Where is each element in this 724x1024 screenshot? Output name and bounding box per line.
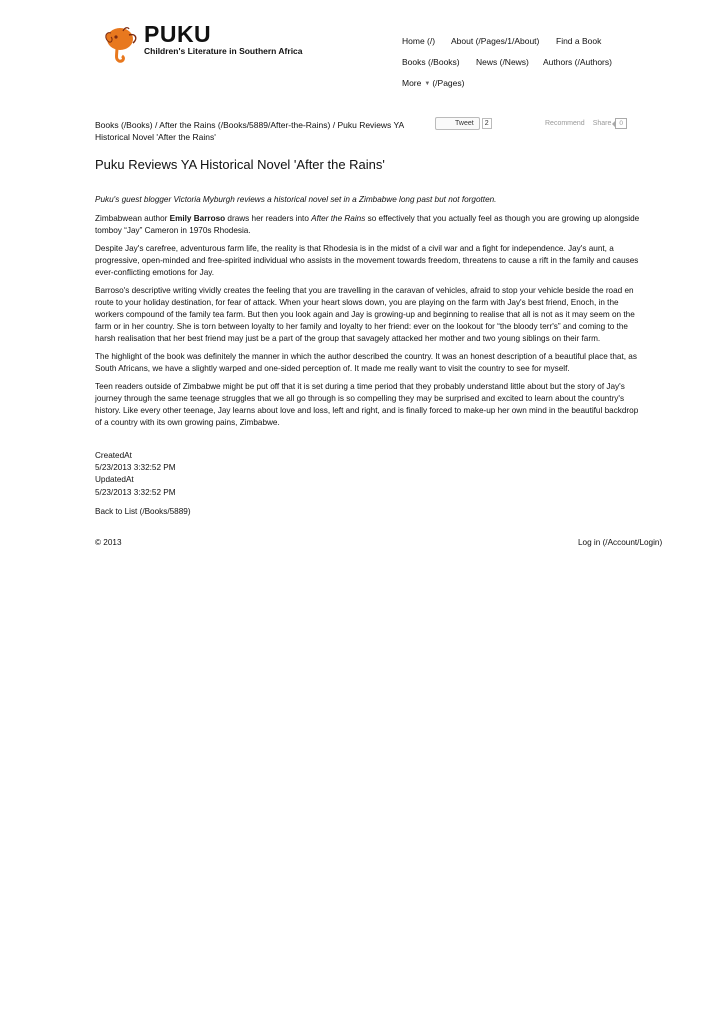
back-to-list-link[interactable]: Back to List (/Books/5889) <box>95 507 191 516</box>
site-title[interactable]: PUKU <box>144 21 212 47</box>
nav-about[interactable]: About (/Pages/1/About) <box>451 36 540 46</box>
updated-value: 5/23/2013 3:32:52 PM <box>95 487 176 497</box>
nav-more-label: More <box>402 78 422 88</box>
nav-more[interactable] <box>402 78 464 88</box>
created-value: 5/23/2013 3:32:52 PM <box>95 463 176 473</box>
created-label: CreatedAt <box>95 451 132 460</box>
nav-authors[interactable]: Authors (/Authors) <box>543 57 612 67</box>
nav-news[interactable]: News (/News) <box>476 57 529 67</box>
site-tagline: Children's Literature in Southern Africa <box>144 46 303 56</box>
copyright: © 2013 <box>95 538 122 547</box>
author-name: Emily Barroso <box>169 214 226 223</box>
share-count: 0 <box>615 118 627 129</box>
paragraph-text: draws her readers into <box>225 214 312 223</box>
article-paragraph: Barroso's descriptive writing vividly creates the feeling that you are travelling in the caravan of vehicles, afraid to stop your vehicle beside the road en route to your holiday destination, for fear of attack. When your heart slows down, you are playing on the farm with Jay's best friend, Enoch, in the workers compound of the family tea farm. But then you look again and Jay is growing-up and beginning to realise that all is not as it may seem on the farm or in her country. She is torn between loyalty to her family and loyalty to her friend: ever on the lookout for “the bloody terr's” and coming to the harsh realisation that her best friend may just be a part of the group that savagely attacked her mother and two young siblings on their farm. <box>95 286 635 343</box>
recommend-button[interactable]: Recommend <box>545 120 585 127</box>
breadcrumb-separator: / <box>155 120 158 130</box>
nav-books[interactable]: Books (/Books) <box>402 57 460 67</box>
article-paragraph <box>95 213 645 237</box>
share-button[interactable]: Share <box>592 120 612 127</box>
login-link[interactable]: Log in (/Account/Login) <box>578 538 663 547</box>
chevron-down-icon: ▼ <box>424 81 431 87</box>
article-body <box>95 194 645 435</box>
paragraph-text: Zimbabwean author <box>95 214 170 223</box>
article-intro: Puku's guest blogger Victoria Myburgh reviews a historical novel set in a Zimbabwe long past but not forgotten. <box>95 195 497 204</box>
breadcrumb <box>95 119 425 143</box>
updated-label: UpdatedAt <box>95 475 134 485</box>
book-title: After the Rains <box>311 214 366 223</box>
puku-logo-icon[interactable] <box>103 25 139 63</box>
page-title: Puku Reviews YA Historical Novel 'After the Rains' <box>95 157 385 172</box>
article-paragraph: The highlight of the book was definitely the manner in which the author described the country. It was an honest description of a beautiful place that, as South Africans, we have a slightly warped and one-sided perception of. It made me really want to visit the country to see for myself. <box>95 352 637 373</box>
nav-home[interactable]: Home (/) <box>402 36 436 46</box>
tweet-widget <box>435 117 492 129</box>
breadcrumb-current: Puku Reviews YA Historical Novel 'After the Rains' <box>95 120 404 142</box>
paragraph-text: so effectively that you actually feel as though you are growing up alongside tomboy “Jay” Cameron in 1970s Rhodesia. <box>95 214 640 235</box>
article-paragraph: Teen readers outside of Zimbabwe might be put off that it is set during a time period that they probably understand little about but the story of Jay's journey through the same teenage struggles that we all go through is so compelling they may be surprised and excited to learn about the country's history. Like every other teenage, Jay learns about love and loss, left and right, and is finally forced to make-up her own mind in the beautiful backdrop of a country with its own growing pains, Zimbabwe. <box>95 382 639 427</box>
facebook-widget <box>545 118 627 129</box>
breadcrumb-book[interactable]: After the Rains (/Books/5889/After-the-Rains) <box>159 120 331 130</box>
nav-more-link: (/Pages) <box>432 78 465 88</box>
tweet-count: 2 <box>482 118 492 129</box>
breadcrumb-separator: / <box>332 120 336 130</box>
breadcrumb-books[interactable]: Books (/Books) <box>95 120 153 130</box>
article-meta <box>95 450 176 499</box>
article-paragraph: Despite Jay's carefree, adventurous farm life, the reality is that Rhodesia is in the midst of a civil war and a fight for independence. Jay's aunt, a progressive, open-minded and free-spirited individual who assists in the movement towards freedom, threatens to cause a rift in the family and causes ever-conflicting emotions for Jay. <box>95 244 639 277</box>
nav-find-a-book[interactable]: Find a Book <box>556 36 602 46</box>
tweet-button[interactable]: Tweet <box>435 117 480 130</box>
